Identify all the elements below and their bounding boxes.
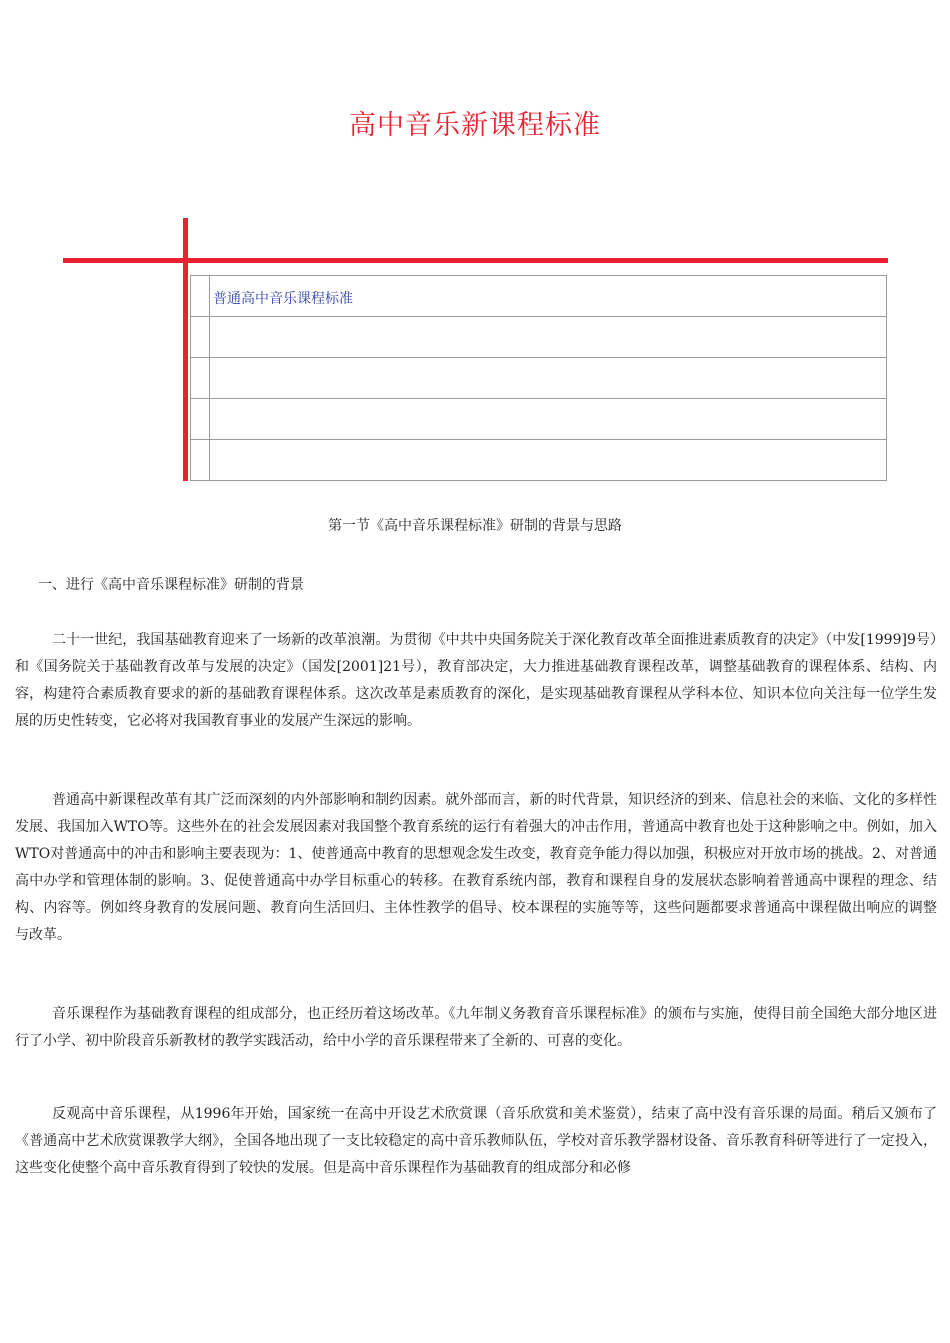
document-title: 高中音乐新课程标准 <box>349 110 601 141</box>
body-paragraph: 普通高中新课程改革有其广泛而深刻的内外部影响和制约因素。就外部而言，新的时代背景，知识经济的到来、信息社会的来临、文化的多样性发展、我国加入WTO等。这些外在的社会发展因素对我国整个教育系统的运行有着强大的冲击作用，普通高中教育也处于这种影响之中。例如，加入WTO对普通高中的冲击和影响主要表现为：1、使普通高中教育的思想观念发生改变，教育竞争能力得以加强，积极应对开放市场的挑战。2、对普通高中办学和管理体制的影响。3、促使普通高中办学目标重心的转移。在教育系统内部，教育和课程自身的发展状态影响着普通高中课程的理念、结构、内容等。例如终身教育的发展问题、教育向生活回归、主体性教学的倡导、校本课程的实施等等，这些问题都要求普通高中课程做出响应的调整与改革。 <box>15 792 937 943</box>
nav-row <box>191 440 886 481</box>
nav-row <box>191 317 886 358</box>
nav-row-marker-cell <box>191 276 210 316</box>
section-heading: 第一节《高中音乐课程标准》研制的背景与思路 <box>328 518 622 534</box>
red-horizontal-rule <box>63 258 888 263</box>
nav-row <box>191 276 886 317</box>
navigation-table <box>190 275 887 481</box>
body-paragraph: 反观高中音乐课程，从1996年开始，国家统一在高中开设艺术欣赏课（音乐欣赏和美术鉴赏），结束了高中没有音乐课的局面。稍后又颁布了《普通高中艺术欣赏课教学大纲》，全国各地出现了一支比较稳定的高中音乐教师队伍，学校对音乐教学器材设备、音乐教育科研等进行了一定投入，这些变化使整个高中音乐教育得到了较快的发展。但是高中音乐课程作为基础教育的组成部分和必修 <box>15 1106 937 1176</box>
nav-row <box>191 399 886 440</box>
nav-row <box>191 358 886 399</box>
body-paragraph: 音乐课程作为基础教育课程的组成部分，也正经历着这场改革。《九年制义务教育音乐课程标准》的颁布与实施，使得目前全国绝大部分地区进行了小学、初中阶段音乐新教材的教学实践活动，给中小学的音乐课程带来了全新的、可喜的变化。 <box>15 1006 937 1049</box>
nav-row-marker-cell <box>191 358 210 398</box>
sub-heading: 一、进行《高中音乐课程标准》研制的背景 <box>38 577 304 593</box>
body-paragraph: 二十一世纪，我国基础教育迎来了一场新的改革浪潮。为贯彻《中共中央国务院关于深化教育改革全面推进素质教育的决定》（中发[1999]9号）和《国务院关于基础教育改革与发展的决定》（国发[2001]21号），教育部决定，大力推进基础教育课程改革，调整基础教育的课程体系、结构、内容，构建符合素质教育要求的新的基础教育课程体系。这次改革是素质教育的深化，是实现基础教育课程从学科本位、知识本位向关注每一位学生发展的历史性转变，它必将对我国教育事业的发展产生深远的影响。 <box>15 632 937 729</box>
nav-row-marker-cell <box>191 399 210 439</box>
nav-row-marker-cell <box>191 440 210 481</box>
nav-link-music-standard[interactable]: 普通高中音乐课程标准 <box>213 291 353 307</box>
nav-row-marker-cell <box>191 317 210 357</box>
